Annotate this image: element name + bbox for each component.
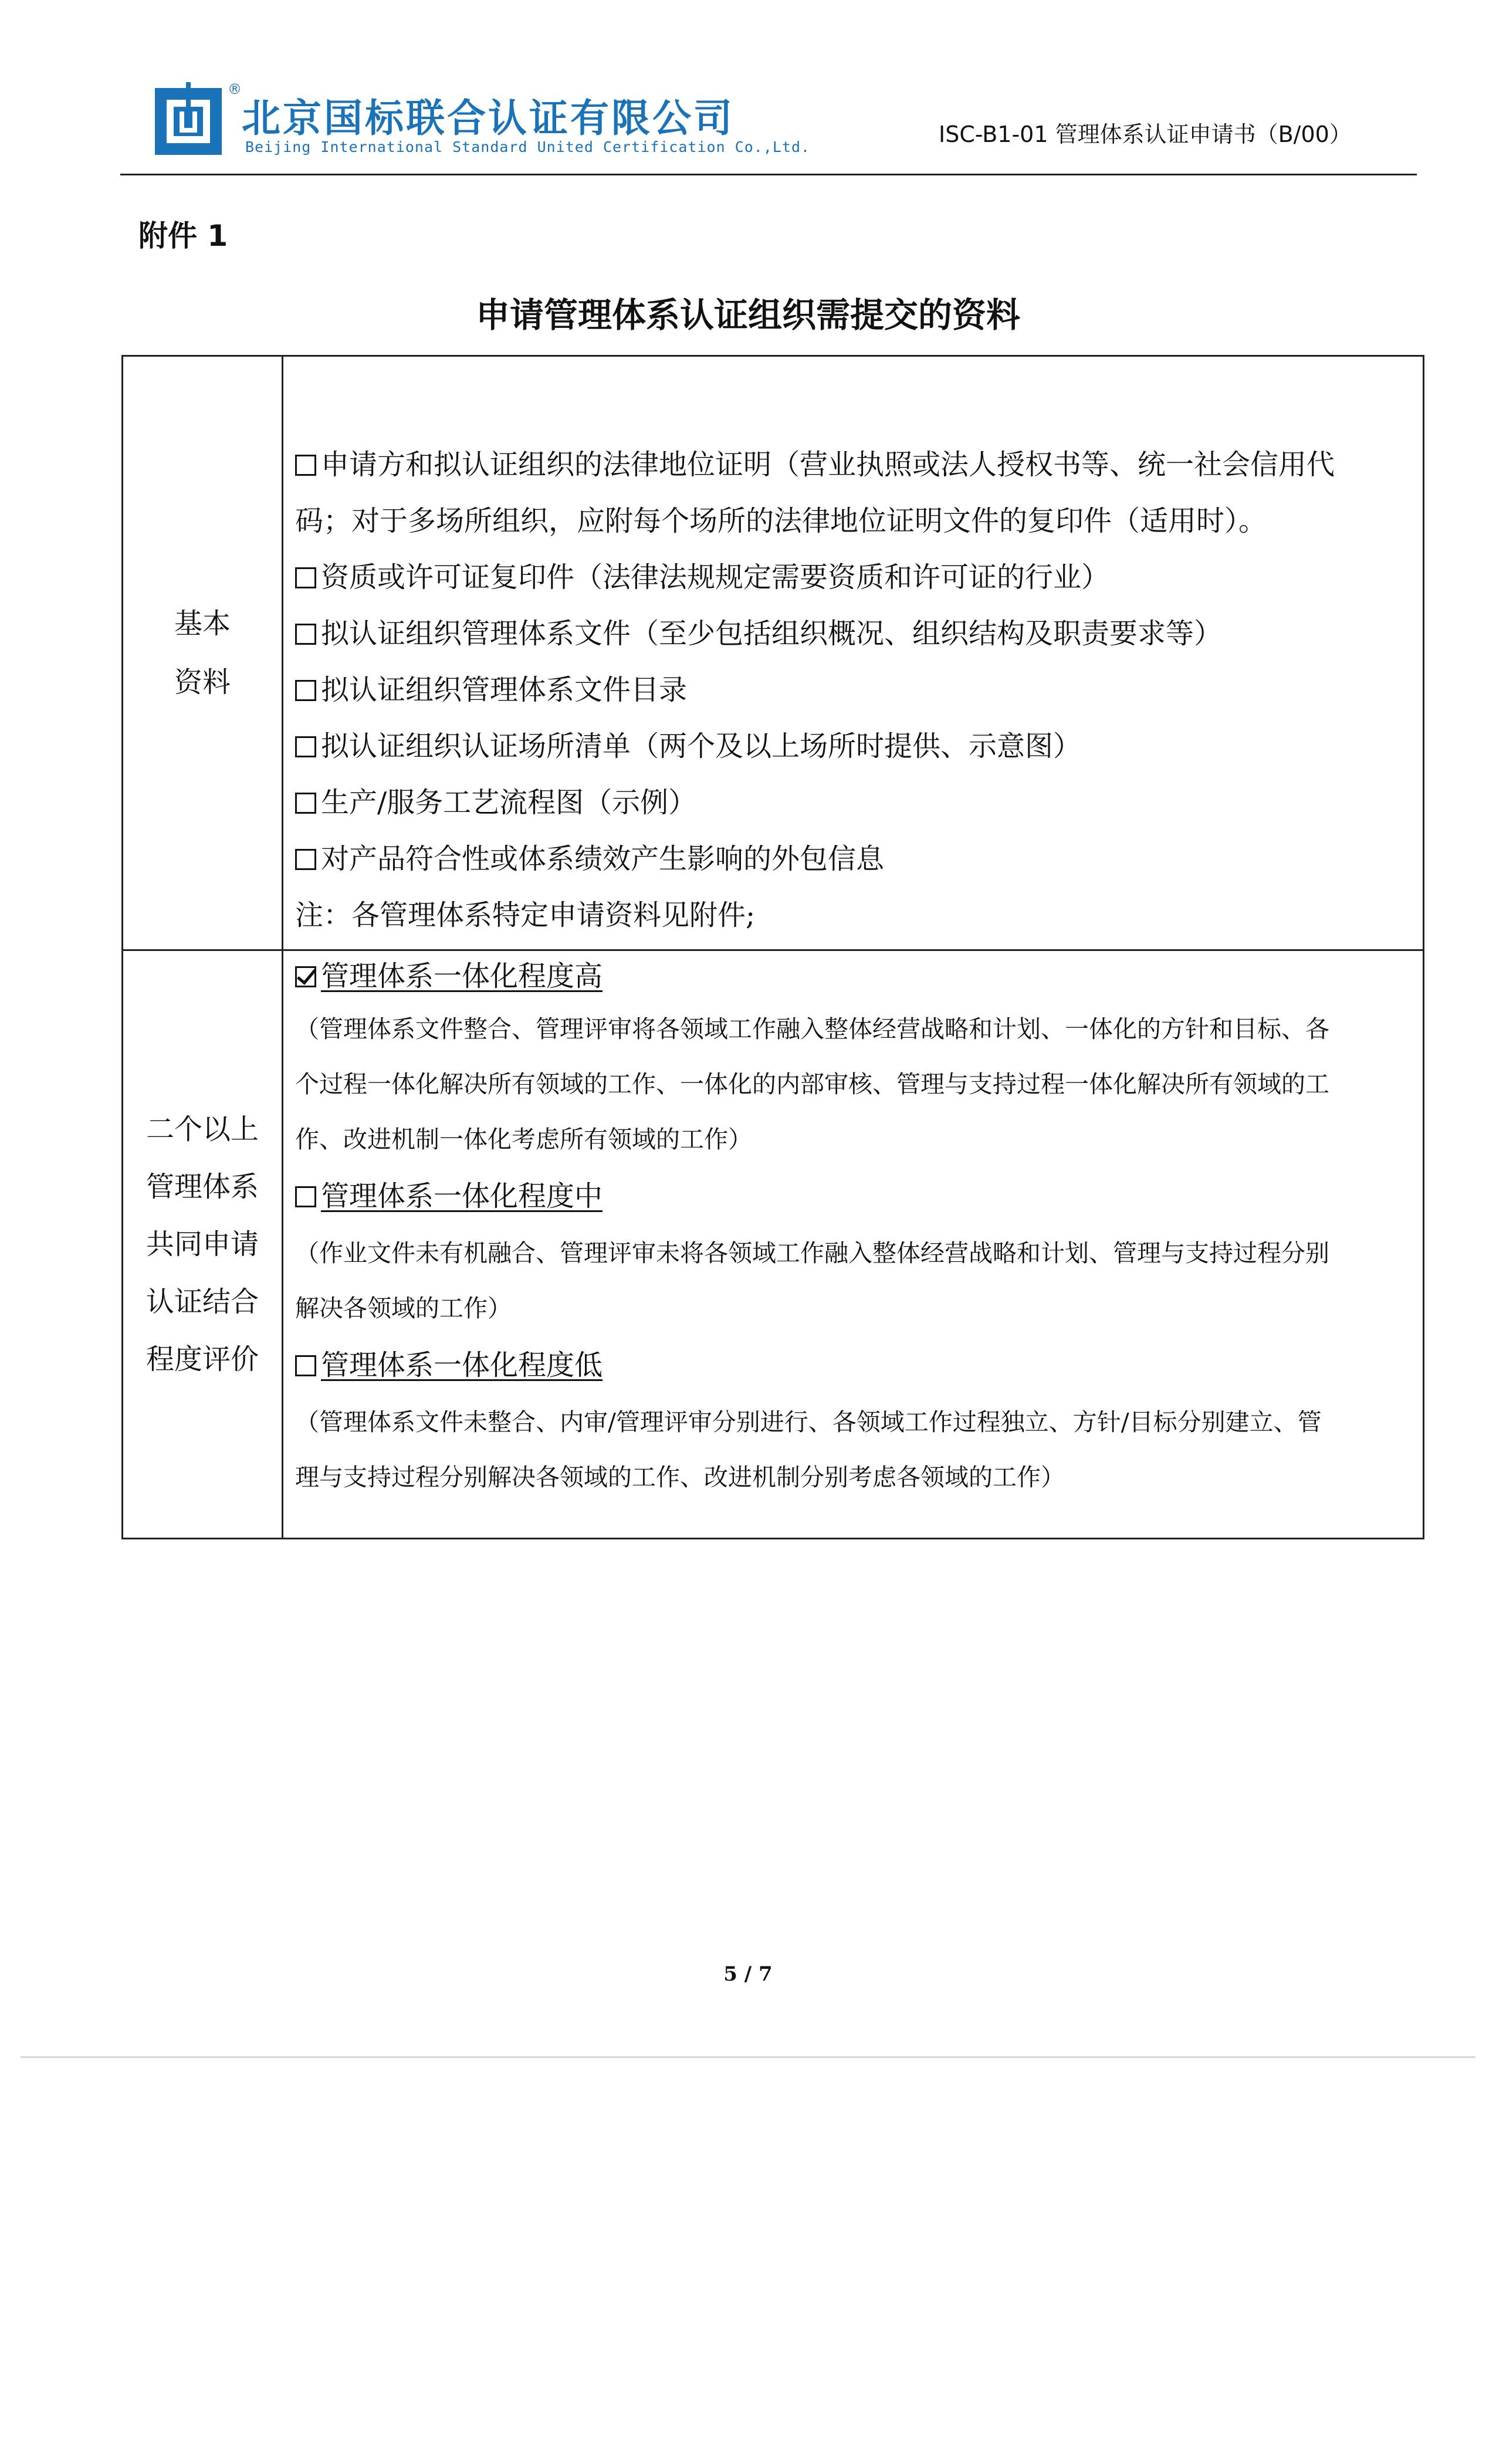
- checkbox[interactable]: [295, 567, 316, 588]
- integration-options-cell: [283, 950, 1424, 1539]
- page-title: 申请管理体系认证组织需提交的资料: [475, 295, 1020, 335]
- option-desc: 作、改进机制一体化考虑所有领域的工作）: [295, 1125, 752, 1153]
- page-number: 5 / 7: [723, 1962, 773, 1986]
- list-item-continuation: 码；对于多场所组织，应附每个场所的法律地位证明文件的复印件（适用时）。: [295, 505, 1267, 537]
- checkbox[interactable]: [295, 793, 316, 814]
- option-desc: （作业文件未有机融合、管理评审未将各领域工作融入整体经营战略和计划、管理与支持过程分别: [295, 1239, 1329, 1267]
- option-high: 管理体系一体化程度高: [295, 951, 1411, 1001]
- page-edge: [21, 2056, 1475, 2058]
- company-name-en: Beijing International Standard United Certification Co.,Ltd.: [245, 138, 811, 155]
- row-label-integration: 二个以上 管理体系 共同申请 认证结合 程度评价: [123, 950, 283, 1539]
- table-row-integration: [123, 950, 1424, 1539]
- annex-label: 附件 1: [138, 219, 228, 253]
- header-divider: [120, 174, 1417, 175]
- list-item: 资质或许可证复印件（法律法规规定需要资质和许可证的行业）: [295, 549, 1411, 605]
- checkbox[interactable]: [295, 736, 316, 757]
- option-desc: （管理体系文件整合、管理评审将各领域工作融入整体经营战略和计划、一体化的方针和目标、各: [295, 1015, 1329, 1043]
- materials-table: [121, 355, 1424, 1539]
- checkbox[interactable]: [295, 455, 316, 476]
- company-name-cn: 北京国标联合认证有限公司: [242, 96, 735, 141]
- option-desc: （管理体系文件未整合、内审/管理评审分别进行、各领域工作过程独立、方针/目标分别建立、管: [295, 1408, 1322, 1436]
- company-logo-icon: [154, 82, 223, 158]
- checkbox-checked[interactable]: [295, 966, 316, 987]
- option-desc: 解决各领域的工作）: [295, 1294, 512, 1322]
- checkbox[interactable]: [295, 1355, 316, 1376]
- option-desc: 个过程一体化解决所有领域的工作、一体化的内部审核、管理与支持过程一体化解决所有领域的工: [295, 1070, 1329, 1098]
- list-item: 生产/服务工艺流程图（示例）: [295, 774, 1411, 831]
- table-row-basic: [123, 356, 1424, 950]
- option-low: 管理体系一体化程度低: [295, 1336, 1411, 1395]
- basic-materials-cell: [283, 356, 1424, 950]
- checkbox[interactable]: [295, 680, 316, 701]
- checkbox[interactable]: [295, 624, 316, 645]
- list-item: 对产品符合性或体系绩效产生影响的外包信息: [295, 831, 1411, 887]
- option-desc: 理与支持过程分别解决各领域的工作、改进机制分别考虑各领域的工作）: [295, 1463, 1065, 1491]
- list-item: 拟认证组织管理体系文件（至少包括组织概况、组织结构及职责要求等）: [295, 605, 1411, 662]
- document-code: ISC-B1-01 管理体系认证申请书（B/00）: [939, 121, 1352, 147]
- registered-mark: ®: [228, 81, 242, 97]
- row-label-basic: 基本 资料: [123, 356, 283, 950]
- list-item: 拟认证组织认证场所清单（两个及以上场所时提供、示意图）: [295, 718, 1411, 774]
- option-medium: 管理体系一体化程度中: [295, 1167, 1411, 1226]
- checkbox[interactable]: [295, 1186, 316, 1207]
- list-item: 拟认证组织管理体系文件目录: [295, 662, 1411, 718]
- list-item: 申请方和拟认证组织的法律地位证明（营业执照或法人授权书等、统一社会信用代: [295, 436, 1411, 493]
- note-text: 注：各管理体系特定申请资料见附件;: [295, 899, 756, 932]
- checkbox[interactable]: [295, 849, 316, 870]
